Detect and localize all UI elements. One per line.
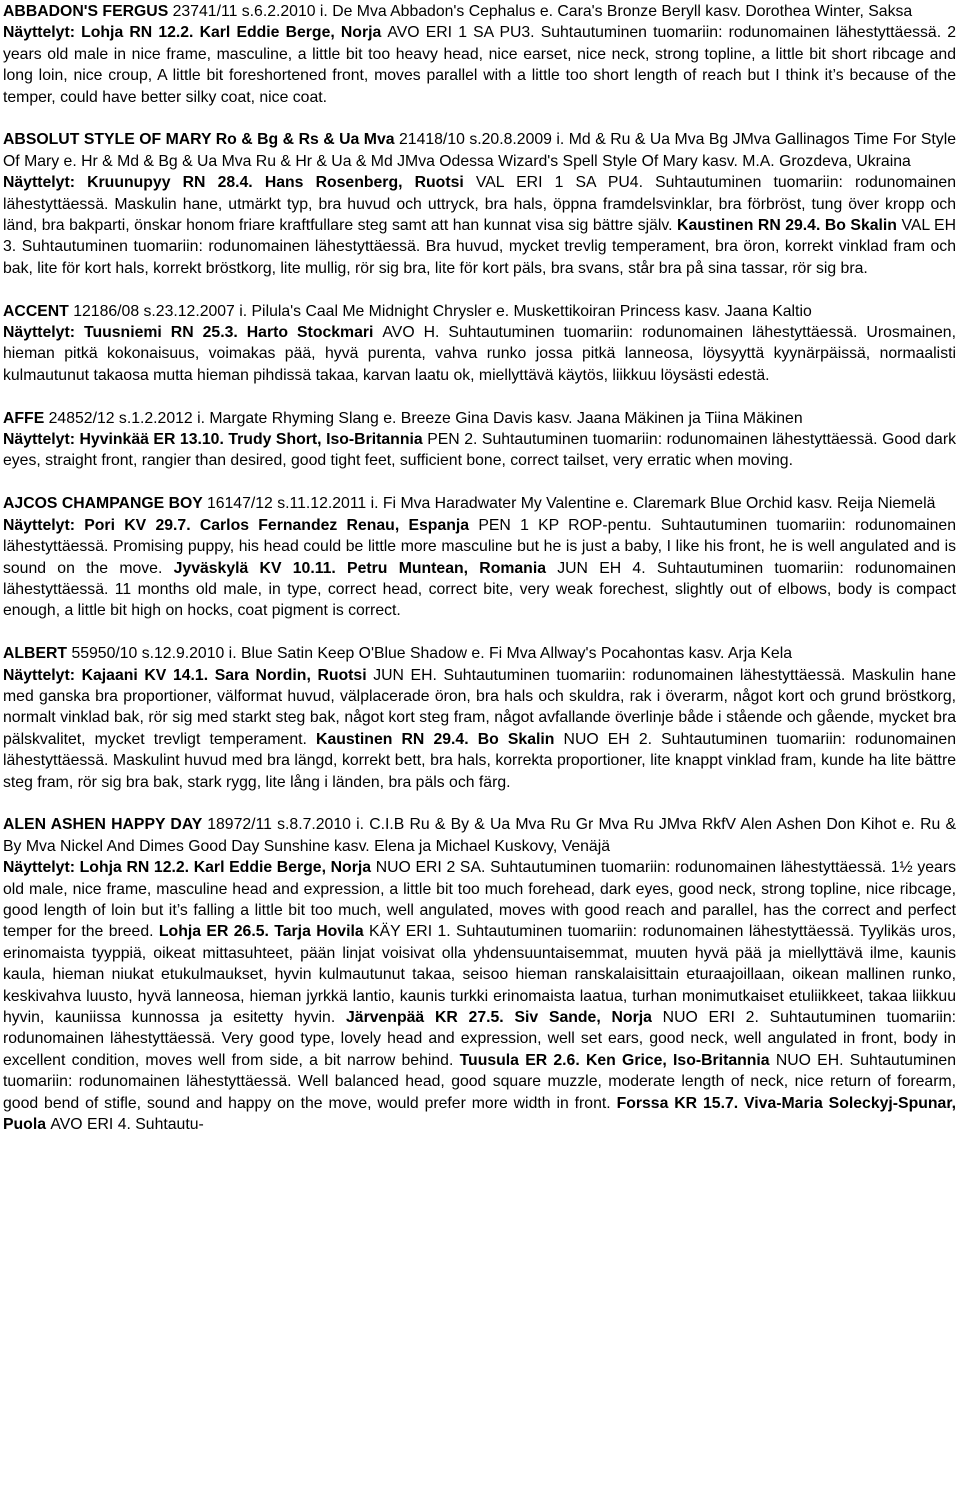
body-text: 16147/12 s.11.12.2011 i. Fi Mva Haradwater My Valentine e. Claremark Blue Orchid kasv. Reija Niemelä xyxy=(206,495,936,513)
show-results-paragraph xyxy=(3,665,956,793)
dog-entry xyxy=(3,814,956,1135)
body-text: 21418/10 s.20.8.2009 i. Md & Ru & Ua Mva Bg JMva Gallinagos Time For Style Of Mary e. Hr & Md & Bg & Ua Mva Ru & Hr & Ua & Md JMva Odessa Wizard's Spell Style Of Mary kasv. M.A. Grozdeva, Ukraina xyxy=(3,131,957,170)
dog-name: ALBERT xyxy=(3,645,72,663)
body-text: 23741/11 s.6.2.2010 i. De Mva Abbadon's Cephalus e. Cara's Bronze Beryll kasv. Dorothea Winter, Saksa xyxy=(172,3,913,20)
dog-pedigree-line xyxy=(3,643,956,664)
dog-name: ALEN ASHEN HAPPY DAY xyxy=(3,816,208,834)
show-judge-heading: Tuusula ER 2.6. Ken Grice, Iso-Britannia xyxy=(459,1051,776,1069)
show-judge-heading: Forssa KR 15.7. Viva-Maria Soleckyj-Spunar, Puola xyxy=(3,1094,956,1134)
dog-entry xyxy=(3,301,956,387)
show-results-paragraph xyxy=(3,515,956,622)
body-text: VAL EH 3. Suhtautuminen tuomariin: rodunomainen lähestyttäessä. Bra huvud, mycket trevlig temperament, bra öron, korrekt vinklad fram och bak, lite för kort hals, korrekt bröstkorg, lite mullig, rör sig bra, lite för kort päls, bra svans, står bra på sina tassar, rör sig bra. xyxy=(3,217,956,277)
body-text: 55950/10 s.12.9.2010 i. Blue Satin Keep O'Blue Shadow e. Fi Mva Allway's Pocahontas kasv. Arja Kela xyxy=(71,645,792,663)
dog-pedigree-line xyxy=(3,301,956,322)
dog-name: ACCENT xyxy=(3,302,74,320)
show-judge-heading: Näyttelyt: Kajaani KV 14.1. Sara Nordin, Ruotsi xyxy=(3,666,374,684)
body-text: AVO ERI 1 SA PU3. Suhtautuminen tuomariin: rodunomainen lähestyttäessä. 2 years old male in nice frame, masculine, a little bit too heavy head, nice earset, nice neck, strong topline, a little bit short ribcage and long loin, nice croup, A little bit foreshortened front, moves parallel with a little too short length of reach but I think it’s because of the temper, could have better silky coat, nice coat. xyxy=(3,24,957,106)
document-page xyxy=(3,1,956,1157)
dog-entry xyxy=(3,129,956,279)
dog-pedigree-line xyxy=(3,129,956,172)
show-judge-heading: Lohja ER 26.5. Tarja Hovila xyxy=(158,923,370,941)
dog-name: ABBADON'S FERGUS xyxy=(3,3,173,20)
body-text: NUO ERI 2. Suhtautuminen tuomariin: rodunomainen lähestyttäessä. Very good type, lovely head and expression, well set ears, good neck, well angulated in front, body in excellent condition, moves well from side, a bit narrow behind. xyxy=(3,1009,957,1069)
dog-name: AFFE xyxy=(3,409,49,427)
body-text: KÄY ERI 1. Suhtautuminen tuomariin: rodunomainen lähestyttäessä. Tyylikäs uros, erinomaista tyyppiä, oikeat mittasuhteet, pään linjat voisivat olla yhdensuuntaisemmat, muuten hyvä pää ja miellyttävä ilme, kaunis kaula, hieman niukat etukulmaukset, hyvin kulmautunut takaa, seisoo hieman ranskalaisittain eturaajoillaan, oikean mallinen runko, keskivahva luusto, hyvä lanneosa, hieman jyrkkä lantio, kaunis turkki erinomaista laatua, turhan monimutkaiset etuliikkeet, takaa liikkuu hyvin, kauniissa kunnossa ja esitetty hyvin. xyxy=(3,923,956,1026)
show-results-paragraph xyxy=(3,857,956,1135)
body-text: JUN EH 4. Suhtautuminen tuomariin: rodunomainen lähestyttäessä. 11 months old male, in type, correct head, correct bite, very weak forechest, slightly out of elbows, body is compact enough, a little bit high on hocks, coat pigment is correct. xyxy=(3,559,956,620)
show-results-paragraph xyxy=(3,429,956,472)
show-judge-heading: Järvenpää KR 27.5. Siv Sande, Norja xyxy=(346,1009,663,1026)
body-text: NUO ERI 2 SA. Suhtautuminen tuomariin: rodunomainen lähestyttäessä. 1½ years old male, nice frame, masculine head and expression, a little bit too much forehead, dark eyes, good neck, strong topline, nice ribcage, good length of loin but it’s falling a little bit too much, well angulated, moves with good reach and parallel, has the correct and perfect temper for the breed. xyxy=(3,859,956,941)
show-judge-heading: Näyttelyt: Tuusniemi RN 25.3. Harto Stockmari xyxy=(3,324,383,342)
body-text: NUO EH. Suhtautuminen tuomariin: rodunomainen lähestyttäessä. Well balanced head, good square muzzle, moderate length of neck, nice return of forearm, good bend of stifle, sound and happy on the move, would prefer more width in front. xyxy=(3,1051,956,1112)
show-judge-heading: Näyttelyt: Hyvinkää ER 13.10. Trudy Short, Iso-Britannia xyxy=(3,431,428,449)
body-text: 12186/08 s.23.12.2007 i. Pilula's Caal Me Midnight Chrysler e. Muskettikoiran Princess kasv. Jaana Kaltio xyxy=(73,302,812,320)
show-judge-heading: Näyttelyt: Pori KV 29.7. Carlos Fernandez Renau, Espanja xyxy=(3,516,479,534)
body-text: 18972/11 s.8.7.2010 i. C.I.B Ru & By & Ua Mva Ru Gr Mva Ru JMva RkfV Alen Ashen Don Kihot e. Ru & By Mva Nickel And Dimes Good Day Sunshine kasv. Elena ja Michael Kuskovy, Venäjä xyxy=(3,816,956,855)
body-text: VAL ERI 1 SA PU4. Suhtautuminen tuomariin: rodunomainen lähestyttäessä. Maskulin hane, utmärkt typ, bra huvud och uttryck, bra hals, öppna framdelsvinklar, bra förbröst, tung över kropp och länd, bra bakparti, önskar honom friare kraftfullare steg samt att han kunnat visa sig bättre själv. xyxy=(3,174,956,235)
dog-pedigree-line xyxy=(3,408,956,429)
show-judge-heading: Kaustinen RN 29.4. Bo Skalin xyxy=(677,217,902,235)
show-judge-heading: Näyttelyt: Lohja RN 12.2. Karl Eddie Berge, Norja xyxy=(3,859,376,877)
show-results-paragraph xyxy=(3,172,956,279)
body-text: JUN EH. Suhtautuminen tuomariin: rodunomainen lähestyttäessä. Maskulin hane med ganska bra proportioner, välformat huvud, välplacerade öron, bra hals och skuldra, rak i överarm, något kort och grund bröstkorg, normalt vinklad bak, rör sig med starkt steg bak, något kort steg fram, något avfallande överlinje både i stående och gående, mycket bra pälskvalitet, mycket trevligt temperament. xyxy=(3,666,956,748)
show-results-paragraph xyxy=(3,22,956,108)
show-results-paragraph xyxy=(3,322,956,386)
show-judge-heading: Näyttelyt: Lohja RN 12.2. Karl Eddie Berge, Norja xyxy=(3,24,388,42)
body-text: NUO EH 2. Suhtautuminen tuomariin: rodunomainen lähestyttäessä. Maskulint huvud med bra längd, korrekt bett, bra hals, korrekta proportioner, lite knappt vinklad fram, kunde ha lite bättre steg fram, rör sig bra bak, stark rygg, lite lång i länden, bra päls och färg. xyxy=(3,730,956,791)
body-text: PEN 2. Suhtautuminen tuomariin: rodunomainen lähestyttäessä. Good dark eyes, straight front, rangier than desired, good tight feet, sufficient bone, correct tailset, very erratic when moving. xyxy=(3,431,956,470)
show-judge-heading: Kaustinen RN 29.4. Bo Skalin xyxy=(316,730,564,748)
dog-entry xyxy=(3,493,956,621)
body-text: 24852/12 s.1.2.2012 i. Margate Rhyming Slang e. Breeze Gina Davis kasv. Jaana Mäkinen ja Tiina Mäkinen xyxy=(48,409,803,427)
dog-pedigree-line xyxy=(3,814,956,857)
dog-name: AJCOS CHAMPANGE BOY xyxy=(3,495,207,513)
dog-name: ABSOLUT STYLE OF MARY Ro & Bg & Rs & Ua Mva xyxy=(3,131,399,149)
dog-entry xyxy=(3,408,956,472)
body-text: AVO ERI 4. Suhtautu- xyxy=(50,1116,204,1134)
show-judge-heading: Jyväskylä KV 10.11. Petru Muntean, Romania xyxy=(173,559,558,577)
dog-entry xyxy=(3,643,956,793)
dog-entry xyxy=(3,1,956,108)
dog-pedigree-line xyxy=(3,1,956,22)
body-text: PEN 1 KP ROP-pentu. Suhtautuminen tuomariin: rodunomainen lähestyttäessä. Promising puppy, his head could be little more masculine but he is just a baby, I like his front, he is well angulated and is sound on the move. xyxy=(3,516,957,577)
show-judge-heading: Näyttelyt: Kruunupyy RN 28.4. Hans Rosenberg, Ruotsi xyxy=(3,174,476,192)
body-text: AVO H. Suhtautuminen tuomariin: rodunomainen lähestyttäessä. Urosmainen, hieman pitkä kokonaisuus, voimakas pää, hyvä purenta, vahva runko jossa pitkä lanneosa, löysyyttä kyynärpäissä, normaalisti kulmautunut takaosa mutta hieman pihdissä takaa, karvan laatu ok, miellyttävä käytös, liikkuu löysästi edestä. xyxy=(3,324,956,384)
dog-pedigree-line xyxy=(3,493,956,514)
